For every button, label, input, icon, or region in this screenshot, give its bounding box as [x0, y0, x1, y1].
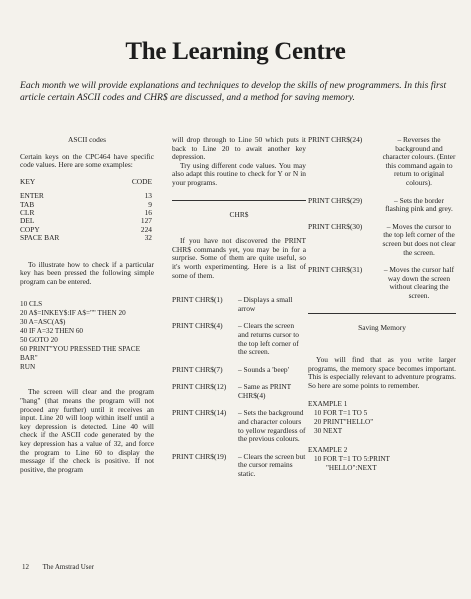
list-item [172, 366, 306, 375]
continuation-paragraph: will drop through to Line 50 which puts it back to Line 20 to await another key depression. [172, 135, 306, 162]
code-line: 10 FOR T=1 TO 5:PRINT [314, 455, 390, 464]
command-description: – Sets the border flashing pink and grey. [385, 195, 453, 214]
table-cell: 13 [144, 191, 152, 201]
saving-memory-paragraph: You will find that as you write larger programs, the memory space becomes important. This is especially relevant to adventure programs. So here are some points to remember. [308, 355, 456, 390]
chr-heading: CHR$ [229, 209, 249, 219]
table-cell: TAB [20, 199, 35, 209]
command-name: PRINT CHR$(7) [172, 364, 223, 374]
example-2 [308, 446, 456, 473]
command-description: – Sounds a 'beep' [238, 364, 289, 374]
code-line: RUN [20, 363, 36, 372]
page-title: The Learning Centre [125, 38, 346, 65]
chr-command-list-continued [308, 136, 456, 301]
table-row [20, 209, 154, 217]
command-name: PRINT CHR$(29) [308, 195, 363, 205]
table-cell: DEL [20, 216, 35, 226]
table-row [20, 192, 154, 200]
command-description: – Same as PRINT CHR$(4) [238, 382, 292, 400]
ascii-intro-paragraph: Certain keys on the CPC464 have specific code values. Here are some examples: [20, 151, 154, 170]
table-header-code: CODE [131, 176, 152, 186]
list-item [172, 322, 306, 356]
list-item [172, 409, 306, 443]
table-header-row [20, 178, 154, 186]
command-description: – Clears the screen but the cursor remains static. [238, 451, 306, 479]
code-line: 60 PRINT"YOU PRESSED THE SPACE BAR" [20, 345, 142, 363]
table-row [20, 201, 154, 209]
code-line: 20 A$=INKEY$:IF A$="" THEN 20 [20, 309, 126, 318]
table-row [20, 217, 154, 225]
command-name: PRINT CHR$(4) [172, 321, 223, 331]
code-line: 30 A=ASC(A$) [20, 318, 66, 327]
command-name: PRINT CHR$(31) [308, 265, 363, 275]
chr-intro-paragraph: If you have not discovered the PRINT CHR$ commands yet, you may be in for a surprise. Some of them are quite useful, so it's worth experimenting. Here is a list of some of them. [172, 236, 306, 280]
table-header-key: KEY [20, 176, 36, 186]
illustrate-paragraph: To illustrate how to check if a particular key has been pressed the following simple program can be entered. [20, 259, 154, 286]
key-code-table [20, 178, 154, 243]
list-item [308, 197, 456, 214]
code-line: "HELLO":NEXT [326, 464, 377, 473]
column-1 [20, 136, 154, 474]
list-item [308, 136, 456, 188]
publication-name: The Amstrad User [42, 563, 94, 571]
example-title: EXAMPLE 1 [308, 400, 348, 409]
explanation-paragraph: The screen will clear and the program "hang" (that means the program will not proceed any further) until it receives an input. Line 20 will loop within itself until a key depression is detected. Line 40 will check if the ASCII code generated by the key depression has a value of 32, and force the program to Line 60 to display the message if the check is positive. If not positive, the program [20, 387, 154, 474]
command-name: PRINT CHR$(19) [172, 451, 227, 461]
command-name: PRINT CHR$(12) [172, 382, 227, 392]
example-1 [308, 400, 456, 436]
code-line: 20 PRINT"HELLO" [314, 418, 374, 427]
command-name: PRINT CHR$(30) [308, 221, 363, 231]
list-item [308, 223, 456, 257]
column-3 [308, 136, 456, 473]
command-name: PRINT CHR$(14) [172, 408, 227, 418]
list-item [172, 383, 306, 400]
table-cell: 9 [148, 199, 152, 209]
code-line: 40 IF A=32 THEN 60 [20, 327, 84, 336]
example-title: EXAMPLE 2 [308, 446, 348, 455]
try-paragraph: Try using different code values. You may also adapt this routine to check for Y or N in your programs. [172, 160, 306, 187]
table-cell: 224 [140, 224, 152, 234]
section-divider [172, 200, 306, 201]
list-item [308, 266, 456, 300]
command-description: – Reverses the background and character colours. (Enter this command again to return to original colours). [382, 135, 456, 187]
code-line: 30 NEXT [314, 427, 343, 436]
table-cell: CLR [20, 208, 35, 217]
intro-paragraph: Each month we will provide explanations and techniques to develop the skills of new programmers. In this first article certain ASCII codes and CHR$ are discussed, and a method for saving memory. [20, 80, 447, 103]
command-description: – Sets the background and character colours to yellow regardless of the previous colours. [238, 408, 306, 444]
command-name: PRINT CHR$(1) [172, 295, 223, 305]
command-description: – Moves the cursor to the top left corner of the screen but does not clear the screen. [382, 221, 456, 257]
table-cell: ENTER [20, 191, 44, 201]
page-number: 12 [22, 563, 29, 571]
command-description: – Moves the cursor half way down the screen without clearing the screen. [383, 265, 455, 300]
table-row [20, 234, 154, 242]
table-cell: COPY [20, 224, 40, 234]
column-2 [172, 136, 306, 488]
command-name: PRINT CHR$(24) [308, 135, 363, 144]
table-cell: 127 [140, 216, 152, 226]
code-line: 10 FOR T=1 TO 5 [314, 409, 368, 418]
saving-memory-heading: Saving Memory [358, 322, 406, 332]
basic-program-listing [20, 300, 154, 372]
code-line: 10 CLS [20, 300, 43, 309]
code-line: 50 GOTO 20 [20, 336, 58, 345]
chr-command-list [172, 296, 306, 479]
section-divider [308, 313, 456, 314]
command-description: – Clears the screen and returns cursor to the top left corner of the screen. [238, 321, 299, 357]
command-description: – Displays a small arrow [238, 295, 293, 313]
list-item [172, 453, 306, 479]
list-item [172, 296, 306, 313]
table-cell: 16 [144, 208, 152, 217]
page-footer [22, 563, 106, 571]
table-cell: SPACE BAR [20, 233, 60, 243]
ascii-codes-heading: ASCII codes [68, 135, 106, 144]
table-cell: 32 [144, 233, 152, 243]
